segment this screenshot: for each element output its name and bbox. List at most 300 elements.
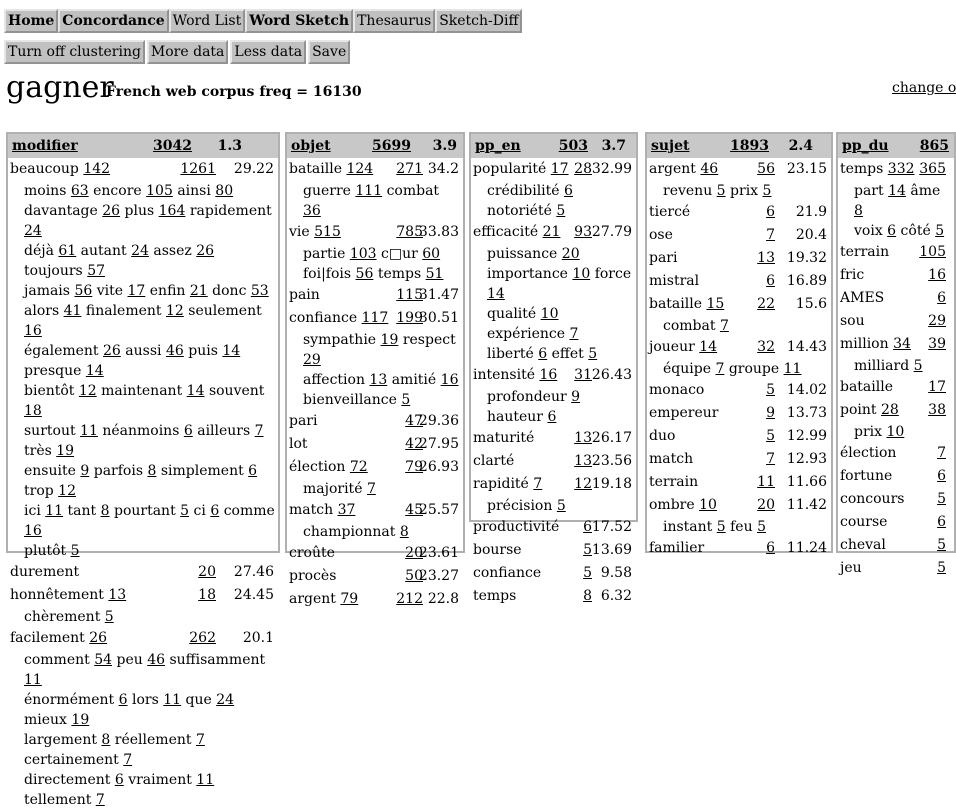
collocate-word bbox=[289, 545, 335, 561]
collocate-row bbox=[838, 442, 954, 465]
collocate-lemma: argent bbox=[649, 161, 696, 177]
collocate-freq-link[interactable]: 5 bbox=[937, 560, 946, 576]
collocate-row bbox=[471, 585, 636, 608]
cluster-word: puissance bbox=[487, 246, 558, 262]
gramrel-panel-pp-en bbox=[469, 132, 638, 604]
cluster-freq-link[interactable]: 6 bbox=[564, 183, 573, 199]
collocate-row bbox=[8, 158, 278, 181]
cluster-freq-link[interactable]: 19 bbox=[71, 712, 90, 728]
cluster-freq-link[interactable]: 21 bbox=[189, 283, 208, 299]
collocate-freq-link[interactable]: 9 bbox=[766, 405, 775, 421]
collocate-freq-link[interactable]: 47 bbox=[405, 413, 423, 429]
collocate-freq-link[interactable]: 262 bbox=[189, 630, 216, 646]
collocate-freq-link[interactable]: 5 bbox=[937, 537, 946, 553]
collocate-lemma: croûte bbox=[289, 545, 335, 561]
collocate-lemma: confiance bbox=[473, 565, 542, 581]
cluster-word: effet bbox=[551, 346, 584, 362]
cluster-freq-link[interactable]: 5 bbox=[104, 609, 114, 625]
cluster-word: affection bbox=[303, 372, 365, 388]
cluster-line bbox=[471, 496, 636, 516]
cluster-freq-link[interactable]: 53 bbox=[250, 283, 269, 299]
collocate-freq-link[interactable]: 12 bbox=[574, 476, 592, 492]
collocate-freq-link[interactable]: 5 bbox=[583, 565, 592, 581]
cluster-word: maintenant bbox=[101, 383, 183, 399]
collocate-lemma: empereur bbox=[649, 405, 719, 421]
cluster-freq-link[interactable]: 11 bbox=[24, 672, 42, 688]
cluster-freq-link[interactable]: 14 bbox=[186, 383, 205, 399]
collocate-row bbox=[647, 270, 831, 293]
collocate-freq-link[interactable]: 5 bbox=[583, 542, 592, 558]
cluster-freq-link[interactable]: 5 bbox=[757, 519, 766, 535]
collocate-word bbox=[840, 445, 896, 461]
collocate-word bbox=[840, 290, 884, 306]
cluster-freq-link[interactable]: 11 bbox=[45, 503, 64, 519]
collocate-row bbox=[647, 448, 831, 471]
collocate-freq-link[interactable]: 271 bbox=[396, 161, 423, 177]
collocate-salience: 14.43 bbox=[786, 339, 827, 355]
collocate-salience: 22.8 bbox=[427, 591, 459, 607]
cluster-word: tellement bbox=[24, 792, 92, 808]
collocate-word bbox=[10, 161, 110, 177]
cluster-line bbox=[471, 344, 636, 364]
collocate-word bbox=[289, 287, 320, 303]
collocate-freq-link[interactable]: 13 bbox=[757, 250, 775, 266]
gramrel-panel-objet bbox=[285, 132, 465, 607]
cluster-freq-link[interactable]: 11 bbox=[163, 692, 182, 708]
cluster-word: importance bbox=[487, 266, 568, 282]
collocate-freq-link[interactable]: 7 bbox=[937, 445, 946, 461]
collocate-lemma: pari bbox=[289, 413, 318, 429]
collocate-freq-link[interactable]: 6 bbox=[766, 204, 775, 220]
cluster-freq-link[interactable]: 26 bbox=[196, 243, 215, 259]
collocate-cluster-freq-link[interactable]: 515 bbox=[314, 224, 341, 240]
collocate-freq-link[interactable]: 18 bbox=[198, 587, 216, 603]
cluster-freq-link[interactable]: 26 bbox=[102, 203, 121, 219]
cluster-word: donc bbox=[212, 283, 247, 299]
gramrel-name-link[interactable]: pp_en bbox=[475, 138, 521, 154]
cluster-freq-link[interactable]: 5 bbox=[70, 543, 80, 559]
cluster-freq-link[interactable]: 105 bbox=[146, 183, 173, 199]
collocate-freq-link[interactable]: 11 bbox=[757, 474, 775, 490]
cluster-line bbox=[8, 730, 278, 770]
collocate-freq-link[interactable]: 17 bbox=[928, 379, 946, 395]
cluster-line bbox=[8, 381, 278, 421]
cluster-freq-link[interactable]: 57 bbox=[87, 263, 106, 279]
collocate-word bbox=[473, 588, 516, 604]
collocate-freq-link[interactable]: 32 bbox=[757, 339, 775, 355]
cluster-freq-link[interactable]: 56 bbox=[74, 283, 93, 299]
collocate-cluster-freq-link[interactable]: 28 bbox=[880, 402, 899, 418]
cluster-freq-link[interactable]: 6 bbox=[547, 409, 557, 425]
collocate-salience: 27.95 bbox=[418, 436, 459, 452]
cluster-freq-link[interactable]: 16 bbox=[24, 323, 42, 339]
cluster-freq-link[interactable]: 103 bbox=[349, 246, 377, 262]
collocate-freq-link[interactable]: 7 bbox=[766, 227, 775, 243]
collocate-freq-link[interactable]: 42 bbox=[405, 436, 423, 452]
collocate-cluster-freq-link[interactable]: 332 bbox=[887, 161, 915, 177]
cluster-freq-link[interactable]: 5 bbox=[588, 346, 598, 362]
collocate-freq-link[interactable]: 39 bbox=[928, 336, 946, 352]
cluster-freq-link[interactable]: 14 bbox=[487, 286, 505, 302]
collocate-lemma: temps bbox=[473, 588, 517, 604]
nav-home-button[interactable]: Home bbox=[4, 9, 58, 33]
collocate-lemma: confiance bbox=[289, 310, 358, 326]
cluster-line bbox=[287, 244, 463, 264]
cluster-freq-link[interactable]: 8 bbox=[854, 203, 863, 219]
collocate-freq-link[interactable]: 212 bbox=[396, 591, 423, 607]
cluster-word: expérience bbox=[487, 326, 566, 342]
collocate-freq-link[interactable]: 20 bbox=[198, 564, 216, 580]
cluster-line bbox=[8, 281, 278, 301]
collocate-freq-link[interactable]: 6 bbox=[937, 468, 946, 484]
collocate-cluster-freq-link[interactable]: 142 bbox=[83, 161, 111, 177]
cluster-word: ensuite bbox=[24, 463, 76, 479]
collocate-freq-link[interactable]: 22 bbox=[757, 296, 775, 312]
gramrel-count-link[interactable]: 503 bbox=[558, 138, 588, 154]
cluster-freq-link[interactable]: 5 bbox=[180, 503, 190, 519]
change-options-link[interactable]: change o bbox=[892, 80, 956, 96]
cluster-line bbox=[287, 479, 463, 499]
cluster-word: c□ur bbox=[381, 246, 418, 262]
collocate-row bbox=[838, 333, 954, 356]
cluster-word: enfin bbox=[149, 283, 186, 299]
collocate-row bbox=[287, 284, 463, 307]
gramrel-panel-modifier bbox=[6, 132, 280, 808]
less-data-button[interactable]: Less data bbox=[230, 40, 306, 64]
gramrel-count-link[interactable]: 3042 bbox=[153, 138, 192, 154]
cluster-freq-link[interactable]: 24 bbox=[131, 243, 149, 259]
cluster-freq-link[interactable]: 6 bbox=[183, 423, 193, 439]
collocate-row bbox=[287, 565, 463, 588]
collocate-freq-link[interactable]: 79 bbox=[405, 459, 423, 475]
collocate-freq-link[interactable]: 13 bbox=[574, 453, 592, 469]
collocate-freq-link[interactable]: 199 bbox=[396, 310, 423, 326]
cluster-word: directement bbox=[24, 772, 111, 788]
collocate-freq-link[interactable]: 6 bbox=[937, 290, 946, 306]
collocate-freq-link[interactable]: 115 bbox=[396, 287, 423, 303]
cluster-freq-link[interactable]: 60 bbox=[422, 246, 441, 262]
cluster-freq-link[interactable]: 7 bbox=[195, 732, 205, 748]
collocate-row bbox=[647, 293, 831, 316]
collocate-row bbox=[287, 158, 463, 181]
more-data-button[interactable]: More data bbox=[147, 40, 228, 64]
nav-sketch-diff-button[interactable]: Sketch-Diff bbox=[435, 9, 522, 33]
cluster-freq-link[interactable]: 5 bbox=[401, 392, 411, 408]
cluster-freq-link[interactable]: 12 bbox=[166, 303, 184, 319]
cluster-freq-link[interactable]: 5 bbox=[935, 223, 945, 239]
collocate-freq-link[interactable]: 6 bbox=[583, 519, 592, 535]
cluster-word: qualité bbox=[487, 306, 537, 322]
cluster-line bbox=[471, 264, 636, 304]
collocate-freq-link[interactable]: 1261 bbox=[180, 161, 216, 177]
collocate-freq-link[interactable]: 6 bbox=[937, 514, 946, 530]
cluster-freq-link[interactable]: 29 bbox=[303, 352, 321, 368]
cluster-freq-link[interactable]: 5 bbox=[716, 519, 726, 535]
collocate-cluster-freq-link[interactable]: 117 bbox=[361, 310, 389, 326]
collocate-word bbox=[473, 476, 542, 492]
collocate-word bbox=[649, 428, 675, 444]
cluster-freq-link[interactable]: 5 bbox=[913, 358, 923, 374]
collocate-freq-link[interactable]: 7 bbox=[766, 451, 775, 467]
collocate-cluster-freq-link[interactable]: 37 bbox=[337, 502, 356, 518]
collocate-row bbox=[838, 399, 954, 422]
collocate-word bbox=[289, 502, 355, 518]
cluster-word: chèrement bbox=[24, 609, 101, 625]
cluster-word: bientôt bbox=[24, 383, 75, 399]
collocate-lemma: popularité bbox=[473, 161, 547, 177]
cluster-freq-link[interactable]: 18 bbox=[24, 403, 42, 419]
collocate-salience: 17.52 bbox=[591, 519, 632, 535]
cluster-freq-link[interactable]: 20 bbox=[561, 246, 580, 262]
cluster-freq-link[interactable]: 16 bbox=[440, 372, 459, 388]
collocate-freq-link[interactable]: 28 bbox=[574, 161, 592, 177]
collocate-lemma: rapidité bbox=[473, 476, 529, 492]
gramrel-name-link[interactable]: modifier bbox=[12, 138, 78, 154]
cluster-freq-link[interactable]: 11 bbox=[783, 361, 802, 377]
cluster-freq-link[interactable]: 14 bbox=[888, 183, 906, 199]
cluster-freq-link[interactable]: 80 bbox=[215, 183, 234, 199]
nav-word-list-button[interactable]: Word List bbox=[169, 9, 246, 33]
collocate-word bbox=[473, 519, 559, 535]
collocate-salience: 14.02 bbox=[786, 382, 827, 398]
collocate-freq-link[interactable]: 365 bbox=[919, 161, 946, 177]
collocate-row bbox=[838, 241, 954, 264]
cluster-freq-link[interactable]: 6 bbox=[248, 463, 258, 479]
cluster-word: ci bbox=[193, 503, 206, 519]
cluster-freq-link[interactable]: 164 bbox=[158, 203, 186, 219]
gramrel-header bbox=[287, 134, 463, 158]
collocate-freq-link[interactable]: 5 bbox=[766, 382, 775, 398]
cluster-freq-link[interactable]: 19 bbox=[56, 443, 75, 459]
cluster-freq-link[interactable]: 7 bbox=[569, 326, 579, 342]
collocate-freq-link[interactable]: 31 bbox=[574, 367, 592, 383]
cluster-line bbox=[838, 422, 954, 442]
cluster-freq-link[interactable]: 14 bbox=[222, 343, 241, 359]
cluster-word: également bbox=[24, 343, 99, 359]
cluster-freq-link[interactable]: 9 bbox=[80, 463, 90, 479]
collocate-word bbox=[840, 402, 899, 418]
cluster-word: certainement bbox=[24, 752, 119, 768]
gramrel-name-link[interactable]: objet bbox=[291, 138, 331, 154]
cluster-freq-link[interactable]: 5 bbox=[556, 203, 566, 219]
cluster-freq-link[interactable]: 19 bbox=[380, 332, 399, 348]
cluster-freq-link[interactable]: 61 bbox=[58, 243, 77, 259]
collocate-lemma: mistral bbox=[649, 273, 700, 289]
collocate-freq-link[interactable]: 5 bbox=[766, 428, 775, 444]
collocate-freq-link[interactable]: 45 bbox=[405, 502, 423, 518]
collocate-freq-link[interactable]: 13 bbox=[574, 430, 592, 446]
collocate-word bbox=[649, 204, 690, 220]
cluster-freq-link[interactable]: 24 bbox=[216, 692, 235, 708]
cluster-freq-link[interactable]: 46 bbox=[165, 343, 184, 359]
gramrel-count-link[interactable]: 5699 bbox=[372, 138, 411, 154]
collocate-cluster-freq-link[interactable]: 7 bbox=[533, 476, 543, 492]
cluster-freq-link[interactable]: 54 bbox=[94, 652, 113, 668]
collocate-row bbox=[647, 537, 831, 560]
cluster-line bbox=[287, 522, 463, 542]
gramrel-count-link[interactable]: 865 bbox=[919, 138, 949, 154]
collocate-row bbox=[471, 364, 636, 387]
collocate-freq-link[interactable]: 5 bbox=[937, 491, 946, 507]
nav-word-sketch-button[interactable]: Word Sketch bbox=[245, 9, 353, 33]
collocate-freq-link[interactable]: 16 bbox=[928, 267, 946, 283]
collocate-row bbox=[287, 499, 463, 522]
cluster-freq-link[interactable]: 6 bbox=[118, 692, 128, 708]
collocate-salience: 23.61 bbox=[418, 545, 459, 561]
collocate-freq-link[interactable]: 785 bbox=[396, 224, 423, 240]
cluster-word: bienveillance bbox=[303, 392, 397, 408]
collocate-lemma: terrain bbox=[649, 474, 699, 490]
collocate-word bbox=[289, 591, 358, 607]
collocate-salience: 27.79 bbox=[591, 224, 632, 240]
collocate-freq-link[interactable]: 6 bbox=[766, 273, 775, 289]
collocate-cluster-freq-link[interactable]: 124 bbox=[346, 161, 374, 177]
cluster-freq-link[interactable]: 5 bbox=[762, 183, 772, 199]
cluster-freq-link[interactable]: 12 bbox=[78, 383, 97, 399]
collocate-row bbox=[287, 433, 463, 456]
collocate-freq-link[interactable]: 29 bbox=[928, 313, 946, 329]
collocate-salience: 20.1 bbox=[242, 630, 274, 646]
cluster-freq-link[interactable]: 7 bbox=[254, 423, 264, 439]
nav-thesaurus-button[interactable]: Thesaurus bbox=[353, 9, 435, 33]
cluster-freq-link[interactable]: 11 bbox=[196, 772, 215, 788]
collocate-freq-link[interactable]: 105 bbox=[919, 244, 946, 260]
collocate-cluster-freq-link[interactable]: 15 bbox=[706, 296, 725, 312]
cluster-line bbox=[287, 181, 463, 221]
collocate-lemma: argent bbox=[289, 591, 336, 607]
cluster-freq-link[interactable]: 46 bbox=[147, 652, 166, 668]
cluster-freq-link[interactable]: 16 bbox=[24, 523, 42, 539]
cluster-line bbox=[8, 421, 278, 461]
cluster-word: vite bbox=[96, 283, 124, 299]
collocate-cluster-freq-link[interactable]: 46 bbox=[700, 161, 719, 177]
cluster-line bbox=[647, 316, 831, 336]
collocate-freq-link[interactable]: 6 bbox=[766, 540, 775, 556]
collocate-cluster-freq-link[interactable]: 10 bbox=[699, 497, 717, 513]
collocate-freq-link[interactable]: 20 bbox=[405, 545, 423, 561]
cluster-freq-link[interactable]: 10 bbox=[540, 306, 559, 322]
cluster-freq-link[interactable]: 111 bbox=[355, 183, 383, 199]
collocate-salience: 11.66 bbox=[786, 474, 827, 490]
cluster-freq-link[interactable]: 51 bbox=[425, 266, 444, 282]
cluster-freq-link[interactable]: 56 bbox=[355, 266, 374, 282]
cluster-freq-link[interactable]: 63 bbox=[70, 183, 89, 199]
collocate-cluster-freq-link[interactable]: 34 bbox=[893, 336, 911, 352]
cluster-freq-link[interactable]: 24 bbox=[24, 223, 42, 239]
cluster-freq-link[interactable]: 8 bbox=[399, 524, 409, 540]
cluster-freq-link[interactable]: 5 bbox=[556, 498, 566, 514]
cluster-freq-link[interactable]: 8 bbox=[147, 463, 157, 479]
gramrel-name-link[interactable]: sujet bbox=[651, 138, 690, 154]
collocate-lemma: match bbox=[289, 502, 334, 518]
collocate-cluster-freq-link[interactable]: 17 bbox=[550, 161, 569, 177]
cluster-freq-link[interactable]: 12 bbox=[58, 483, 76, 499]
collocate-cluster-freq-link[interactable]: 79 bbox=[340, 591, 359, 607]
collocate-cluster-freq-link[interactable]: 26 bbox=[89, 630, 108, 646]
collocate-cluster-freq-link[interactable]: 72 bbox=[349, 459, 368, 475]
gramrel-count-link[interactable]: 1893 bbox=[730, 138, 769, 154]
turn-off-clustering-button[interactable]: Turn off clustering bbox=[4, 40, 145, 64]
collocate-cluster-freq-link[interactable]: 13 bbox=[108, 587, 127, 603]
cluster-freq-link[interactable]: 36 bbox=[303, 203, 321, 219]
collocate-row bbox=[647, 201, 831, 224]
collocate-row bbox=[471, 450, 636, 473]
cluster-freq-link[interactable]: 7 bbox=[715, 361, 725, 377]
collocate-salience: 23.56 bbox=[591, 453, 632, 469]
cluster-freq-link[interactable]: 41 bbox=[63, 303, 82, 319]
cluster-freq-link[interactable]: 5 bbox=[716, 183, 726, 199]
collocate-freq-link[interactable]: 20 bbox=[757, 497, 775, 513]
collocate-row bbox=[838, 488, 954, 511]
cluster-line bbox=[471, 387, 636, 427]
collocate-cluster-freq-link[interactable]: 14 bbox=[699, 339, 718, 355]
cluster-freq-link[interactable]: 26 bbox=[103, 343, 121, 359]
save-button[interactable]: Save bbox=[308, 40, 350, 64]
cluster-freq-link[interactable]: 7 bbox=[366, 481, 376, 497]
collocate-freq-link[interactable]: 56 bbox=[757, 161, 775, 177]
cluster-word: ici bbox=[24, 503, 41, 519]
cluster-freq-link[interactable]: 14 bbox=[85, 363, 104, 379]
collocate-cluster-freq-link[interactable]: 16 bbox=[539, 367, 558, 383]
collocate-cluster-freq-link[interactable]: 21 bbox=[542, 224, 561, 240]
cluster-freq-link[interactable]: 10 bbox=[572, 266, 591, 282]
cluster-word: puis bbox=[188, 343, 218, 359]
page-title: gagner bbox=[6, 70, 114, 105]
gramrel-name-link[interactable]: pp_du bbox=[842, 138, 889, 154]
collocate-freq-link[interactable]: 8 bbox=[583, 588, 592, 604]
collocate-word bbox=[840, 491, 904, 507]
cluster-freq-link[interactable]: 13 bbox=[369, 372, 388, 388]
cluster-word: part bbox=[854, 183, 884, 199]
nav-concordance-button[interactable]: Concordance bbox=[58, 9, 168, 33]
cluster-line bbox=[8, 181, 278, 201]
collocate-lemma: AMES bbox=[840, 290, 885, 306]
cluster-word: côté bbox=[900, 223, 931, 239]
cluster-freq-link[interactable]: 6 bbox=[210, 503, 220, 519]
cluster-freq-link[interactable]: 9 bbox=[571, 389, 581, 405]
cluster-word: comment bbox=[24, 652, 90, 668]
collocate-freq-link[interactable]: 50 bbox=[405, 568, 423, 584]
collocate-lemma: fortune bbox=[840, 468, 893, 484]
collocate-row bbox=[647, 425, 831, 448]
cluster-freq-link[interactable]: 6 bbox=[114, 772, 124, 788]
collocate-salience: 33.83 bbox=[418, 224, 459, 240]
collocate-row bbox=[647, 379, 831, 402]
collocate-row bbox=[287, 588, 463, 611]
collocate-freq-link[interactable]: 38 bbox=[928, 402, 946, 418]
cluster-freq-link[interactable]: 7 bbox=[719, 318, 729, 334]
cluster-freq-link[interactable]: 7 bbox=[95, 792, 105, 808]
cluster-freq-link[interactable]: 6 bbox=[887, 223, 897, 239]
collocate-lemma: durement bbox=[10, 564, 80, 580]
collocate-lemma: maturité bbox=[473, 430, 535, 446]
collocate-freq-link[interactable]: 93 bbox=[574, 224, 592, 240]
cluster-word: revenu bbox=[663, 183, 713, 199]
cluster-word: liberté bbox=[487, 346, 534, 362]
collocate-salience: 26.17 bbox=[591, 430, 632, 446]
collocate-row bbox=[838, 287, 954, 310]
collocate-salience: 9.58 bbox=[600, 565, 632, 581]
cluster-freq-link[interactable]: 11 bbox=[80, 423, 98, 439]
cluster-freq-link[interactable]: 17 bbox=[127, 283, 146, 299]
cluster-freq-link[interactable]: 6 bbox=[538, 346, 548, 362]
cluster-freq-link[interactable]: 10 bbox=[886, 424, 905, 440]
cluster-word: prix bbox=[730, 183, 759, 199]
cluster-freq-link[interactable]: 8 bbox=[100, 503, 110, 519]
cluster-freq-link[interactable]: 8 bbox=[101, 732, 111, 748]
cluster-freq-link[interactable]: 7 bbox=[123, 752, 133, 768]
collocate-lemma: ombre bbox=[649, 497, 695, 513]
